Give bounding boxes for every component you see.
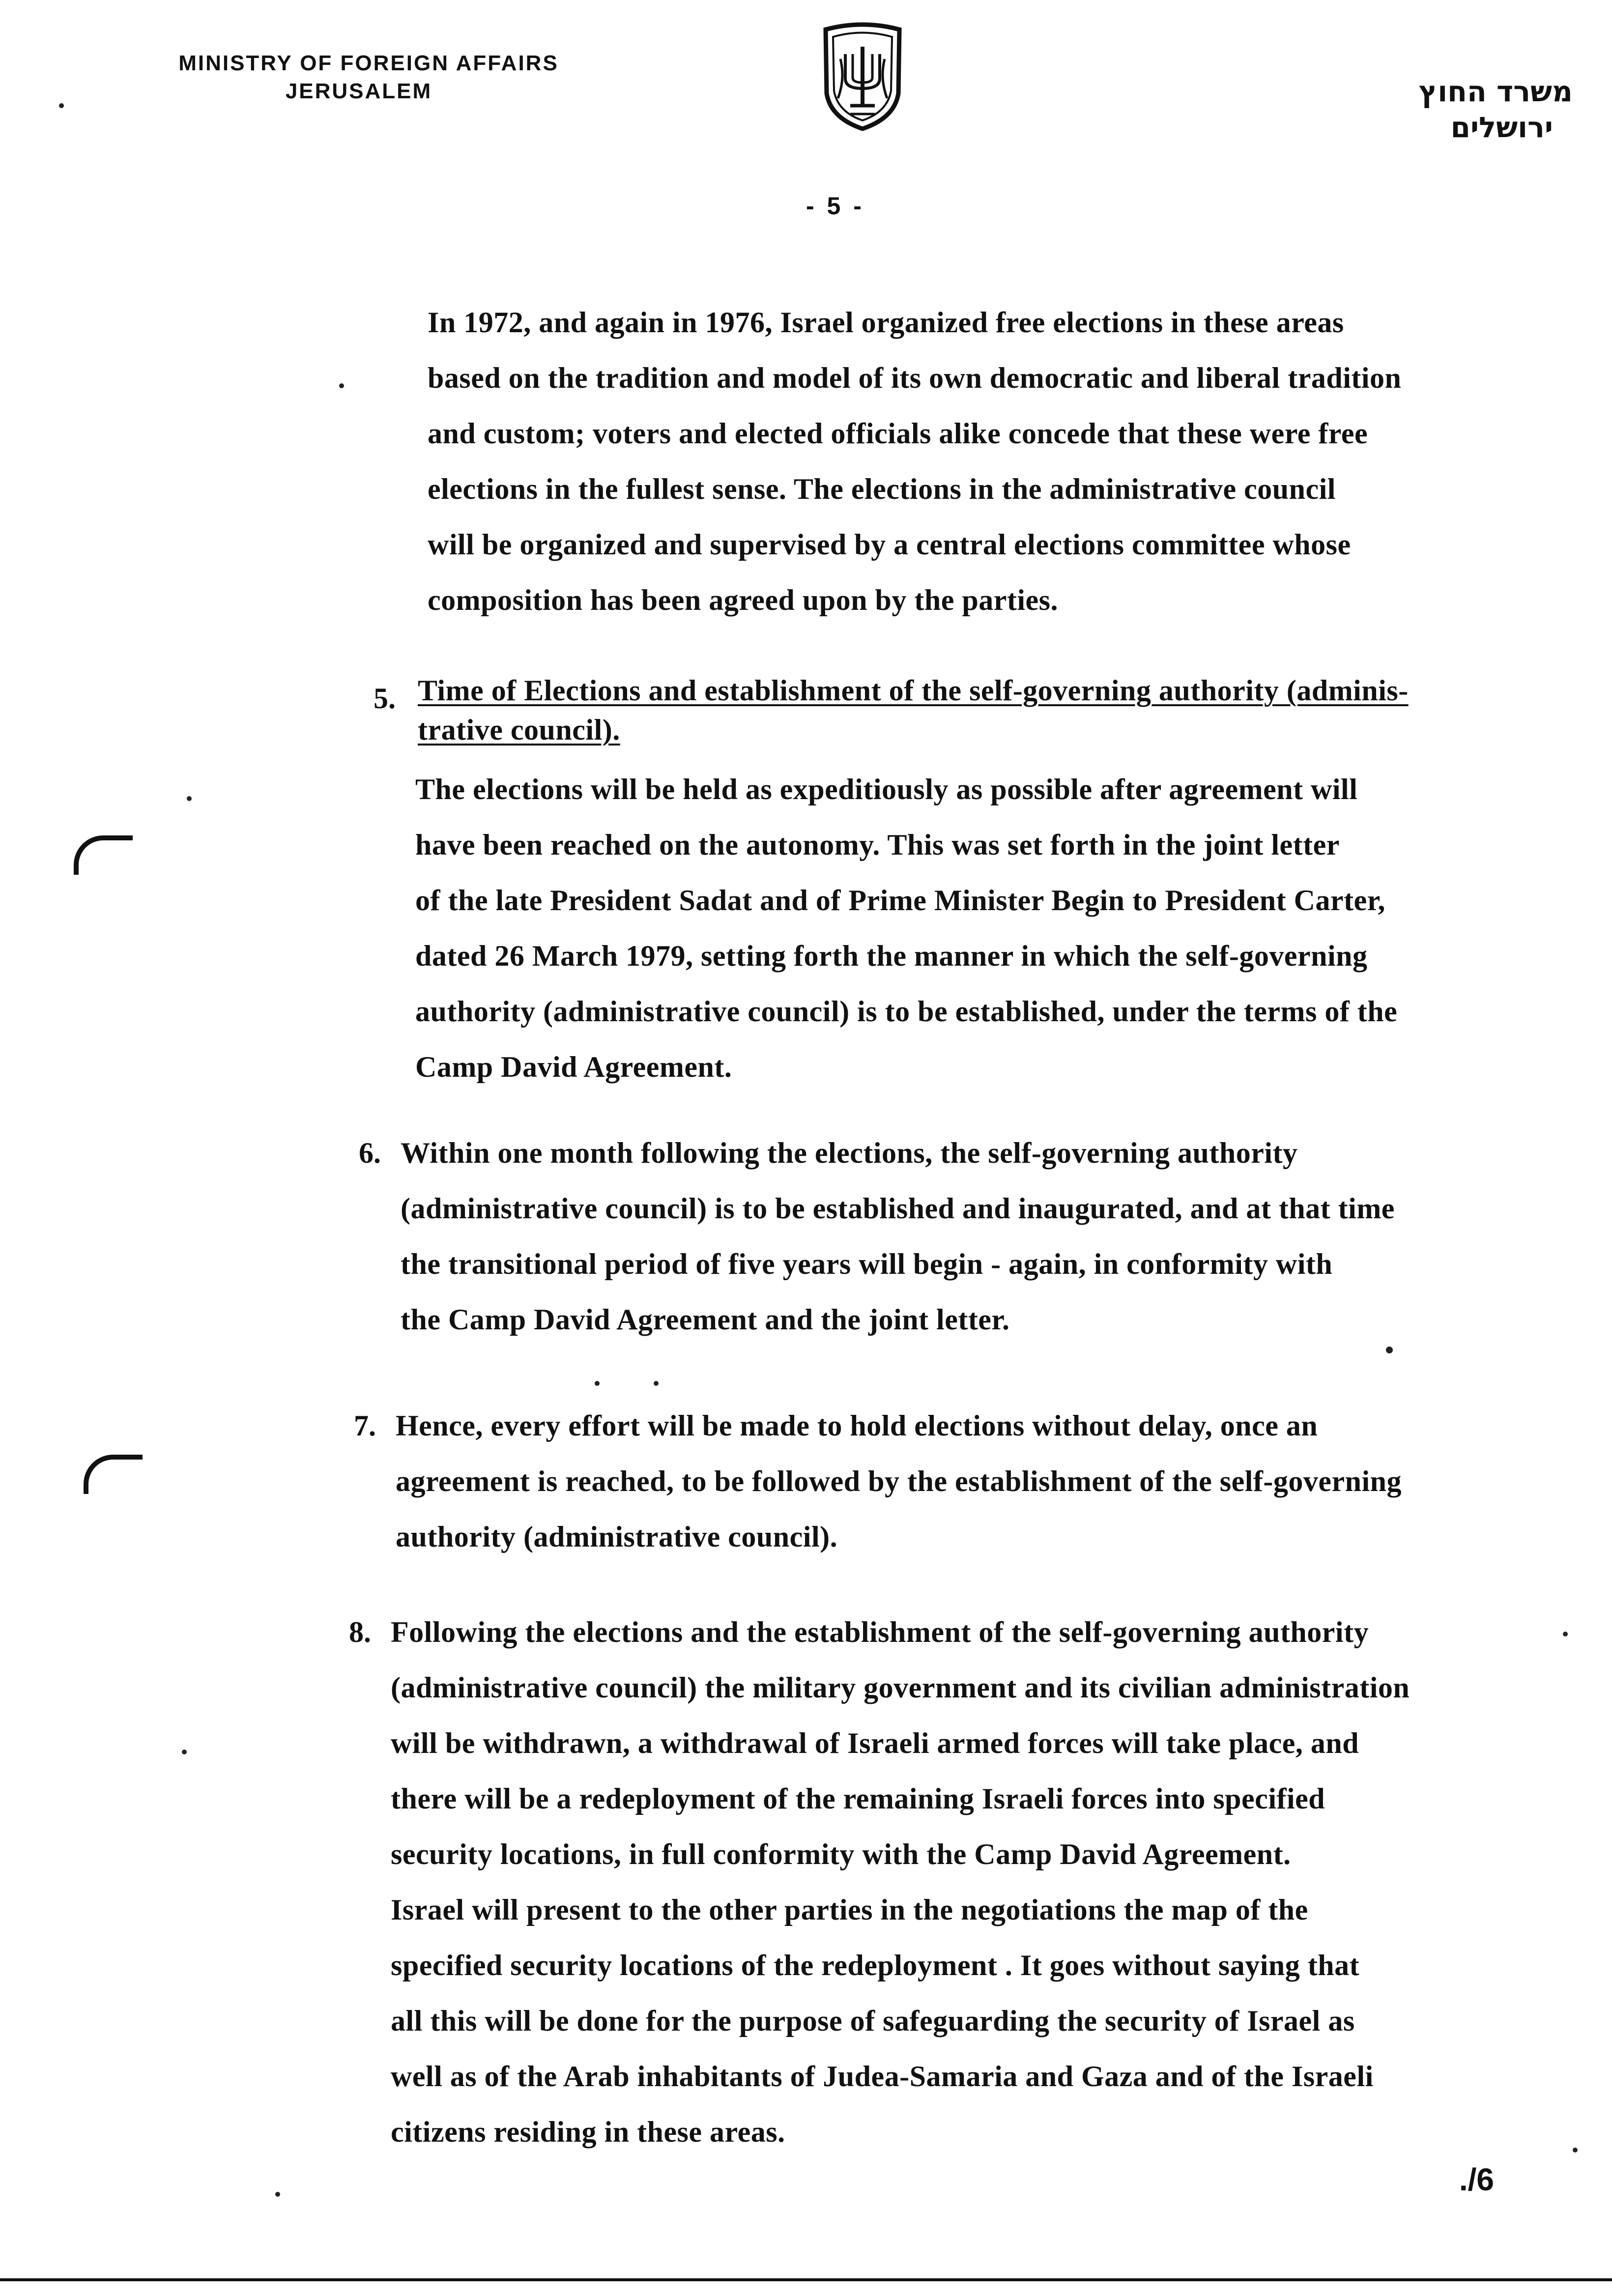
text-line: all this will be done for the purpose of safeguarding the security of Israel as [391,2005,1355,2037]
scan-speck [182,1750,187,1754]
text-line: Within one month following the elections, the self-governing authority [401,1137,1298,1169]
heading-line: trative council). [418,714,620,746]
scan-speck [595,1381,600,1386]
text-line: In 1972, and again in 1976, Israel organized free elections in these areas [428,306,1344,339]
text-line: will be withdrawn, a withdrawal of Israeli armed forces will take place, and [391,1727,1359,1759]
text-line: will be organized and supervised by a central elections committee whose [428,528,1351,561]
text-line: well as of the Arab inhabitants of Judea-Samaria and Gaza and of the Israeli [391,2060,1374,2093]
text-line: security locations, in full conformity with the Camp David Agreement. [391,1838,1291,1870]
punch-hole-mark [84,1455,143,1494]
item-7-body [396,1398,1402,1565]
text-line: specified security locations of the redeployment . It goes without saying that [391,1949,1360,1981]
text-line: and custom; voters and elected officials alike concede that these were free [428,417,1368,450]
letterhead-english [167,49,570,105]
city-name-en: JERUSALEM [285,79,432,104]
scan-speck [1573,2148,1578,2152]
scan-speck [1386,1347,1393,1353]
punch-hole-mark [74,835,133,875]
text-line: of the late President Sadat and of Prime Minister Begin to President Carter, [415,884,1385,917]
scan-speck [339,383,344,388]
intro-paragraph [428,295,1401,628]
item-number: 5. [374,682,396,715]
item-6-body [401,1125,1395,1348]
text-line: there will be a redeployment of the remaining Israeli forces into specified [391,1782,1325,1815]
scan-speck [59,103,64,108]
text-line: agreement is reached, to be followed by the establishment of the self-governing [396,1465,1402,1497]
text-line: dated 26 March 1979, setting forth the manner in which the self-governing [415,940,1368,972]
text-line: based on the tradition and model of its own democratic and liberal tradition [428,362,1402,394]
page-number: - 5 - [806,192,864,220]
text-line: have been reached on the autonomy. This was set forth in the joint letter [415,829,1340,861]
item-8-body [391,1605,1410,2160]
text-line: Following the elections and the establishment of the self-governing authority [391,1616,1369,1648]
text-line: Hence, every effort will be made to hold elections without delay, once an [396,1409,1318,1442]
state-emblem-icon [816,20,909,133]
city-name-he: ירושלים [1450,110,1553,144]
item-number: 8. [349,1616,371,1648]
text-line: (administrative council) the military government and its civilian administration [391,1671,1410,1704]
text-line: Israel will present to the other parties in the negotiations the map of the [391,1894,1308,1926]
bottom-edge-line [0,2278,1612,2281]
letterhead-hebrew [1317,74,1573,145]
item-5-body [415,762,1397,1095]
scan-speck [654,1381,659,1386]
ministry-name-he: משרד החוץ [1418,75,1573,108]
scan-speck [187,796,192,801]
text-line: the transitional period of five years will begin - again, in conformity with [401,1248,1333,1280]
text-line: Camp David Agreement. [415,1051,732,1083]
item-number: 6. [359,1137,381,1169]
text-line: authority (administrative council). [396,1521,838,1553]
scan-speck [275,2192,280,2197]
item-number: 7. [354,1409,376,1442]
text-line: elections in the fullest sense. The elections in the administrative council [428,473,1336,505]
item-5-heading [418,671,1409,749]
scan-speck [1563,1632,1568,1636]
text-line: authority (administrative council) is to be established, under the terms of the [415,995,1398,1028]
text-line: citizens residing in these areas. [391,2116,785,2148]
ministry-name-en: MINISTRY OF FOREIGN AFFAIRS [178,51,559,75]
text-line: composition has been agreed upon by the parties. [428,584,1059,616]
text-line: the Camp David Agreement and the joint letter. [401,1303,1010,1336]
continuation-marker: ./6 [1459,2162,1494,2197]
text-line: The elections will be held as expeditiously as possible after agreement will [415,773,1358,805]
text-line: (administrative council) is to be established and inaugurated, and at that time [401,1192,1395,1225]
heading-line: Time of Elections and establishment of the self-governing authority (adminis- [418,674,1409,707]
